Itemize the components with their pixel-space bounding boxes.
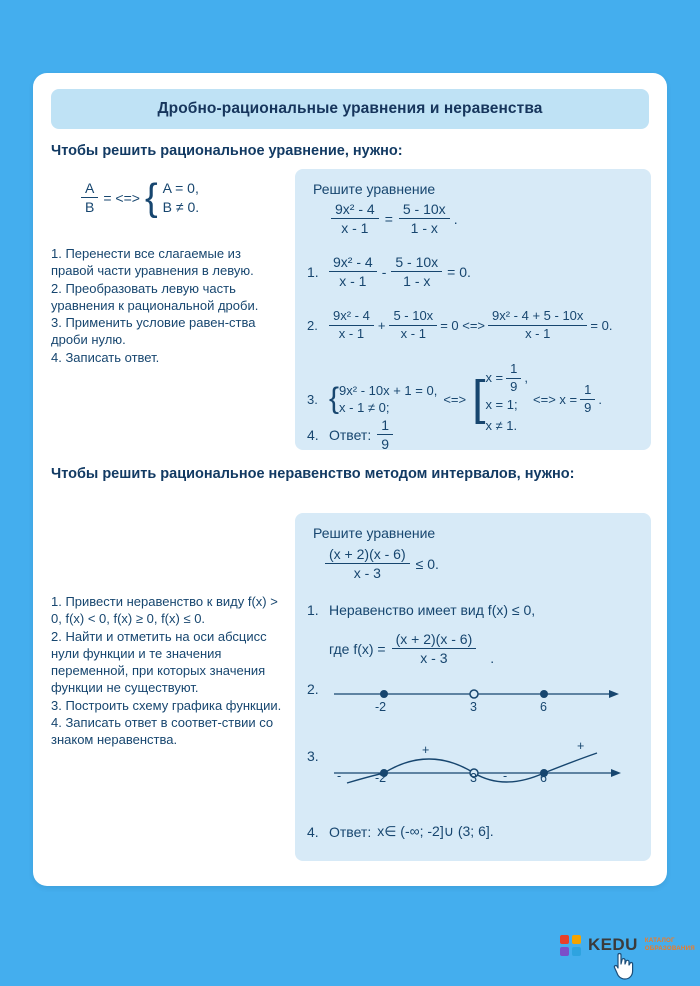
- panel2-step-4: 4. Ответ: x∈ (-∞; -2]∪ (3; 6].: [307, 823, 494, 840]
- list-item: 2. Найти и отметить на оси абсцисс нули функции и те значения переменной, при которых значения функции не существуют.: [51, 628, 267, 696]
- panel1-step-1: 1. $\frac{\text{9x² - 4}}{x - 1}$ - $\frac{5 - 10x}{1 - x}$ = 0.: [307, 254, 471, 290]
- tick-label: -2: [375, 700, 387, 714]
- sign-chart: [329, 731, 634, 792]
- panel2-step-1: 1. Неравенство имеет вид f(x) ≤ 0,: [307, 602, 536, 618]
- panel2-task: $\frac{(x + 2)(x - 6)}{x - 3}$ ≤ 0.: [325, 546, 439, 581]
- section2-example-panel: [295, 513, 651, 861]
- tick-label: 3: [470, 771, 477, 785]
- section1-steps: [51, 245, 283, 366]
- page-title: Дробно-рациональные уравнения и неравенства: [157, 100, 543, 117]
- system-equations: 9x² - 10x + 1 = 0, x - 1 ≠ 0;: [339, 382, 438, 416]
- section2-steps: [51, 593, 289, 749]
- list-item: 1. Привести неравенство к виду f(x) > 0, f(x) < 0, f(x) ≥ 0, f(x) ≤ 0.: [51, 594, 278, 627]
- section1-example-panel: [295, 169, 651, 453]
- sign-label: -: [337, 769, 342, 783]
- logo-sub-line1: КАТАЛОГ: [644, 937, 675, 945]
- tick-label: 6: [540, 771, 547, 785]
- logo-name: KEDU: [588, 935, 638, 954]
- logo-dots-icon: [560, 935, 581, 956]
- logo-sub-line2: ОБРАЗОВАНИЯ: [644, 945, 695, 952]
- list-item: 2. Преобразовать левую часть уравнения к рациональной дроби.: [51, 280, 259, 313]
- list-item: 3. Применить условие равен-ства дроби нулю.: [51, 315, 256, 348]
- system-cases: x = $\frac{1}{9}$ , x = 1; x ≠ 1.: [485, 361, 529, 433]
- sign-label: -: [503, 769, 508, 783]
- brace-icon: {: [144, 176, 158, 219]
- cursor-hand-icon: [611, 951, 637, 981]
- section2-heading: Чтобы решить рациональное неравенство методом интервалов, нужно:: [51, 466, 575, 482]
- panel1-heading: Решите уравнение: [313, 181, 436, 197]
- number-line-1: [329, 678, 629, 729]
- panel1-step-4: 4. Ответ: $\frac{1}{9}$: [307, 417, 393, 452]
- fraction-a-over-b: $\frac{A}{B}$: [81, 180, 98, 215]
- list-item: 1. Перенести все слагаемые из правой части уравнения в левую.: [51, 246, 254, 279]
- brace-icon: {: [329, 382, 340, 416]
- panel1-step-2: 2. $\frac{\text{9x² - 4}}{x - 1}$ + $\frac{5 - 10x}{x - 1}$ = 0 <=> $\frac{\text{9x² - 4 + 5 - 10x}}{x - 1}$ = 0.: [307, 308, 613, 341]
- tick-label: 3: [470, 700, 477, 714]
- panel1-task: $\frac{\text{9x² - 4}}{x - 1}$ = $\frac{5 - 10x}{1 - x}$ .: [331, 201, 458, 236]
- section1-heading: Чтобы решить рациональное уравнение, нужно:: [51, 143, 403, 159]
- panel2-step-3: 3.: [307, 748, 319, 764]
- sign-label: +: [577, 739, 585, 753]
- sign-label: +: [422, 743, 430, 757]
- tick-label: 6: [540, 700, 547, 714]
- panel2-heading: Решите уравнение: [313, 525, 436, 541]
- condition-list: A = 0, B ≠ 0.: [162, 180, 200, 215]
- panel2-step-2: 2.: [307, 681, 319, 697]
- list-item: 3. Построить схему графика функции.: [51, 697, 282, 713]
- list-item: 4. Записать ответ.: [51, 349, 160, 365]
- brace-icon: [: [472, 371, 486, 425]
- tick-label: -2: [375, 771, 387, 785]
- panel2-step-1-where: где f(x) = $\frac{(x + 2)(x - 6)}{x - 3}$ .: [329, 631, 495, 667]
- content-card: [33, 73, 695, 954]
- rational-equation-condition-formula: [81, 176, 281, 235]
- page-title-bar: [51, 89, 649, 129]
- equivalence-sign: = <=>: [103, 189, 140, 206]
- list-item: 4. Записать ответ в соответ-ствии со знаком неравенства.: [51, 714, 274, 748]
- panel1-step-3: 3. { 9x² - 10x + 1 = 0, x - 1 ≠ 0; <=> [ x = $\frac{1}{9}$ , x = 1; x ≠ 1. <=> x = $\frac{1}{9}$ .: [307, 362, 602, 436]
